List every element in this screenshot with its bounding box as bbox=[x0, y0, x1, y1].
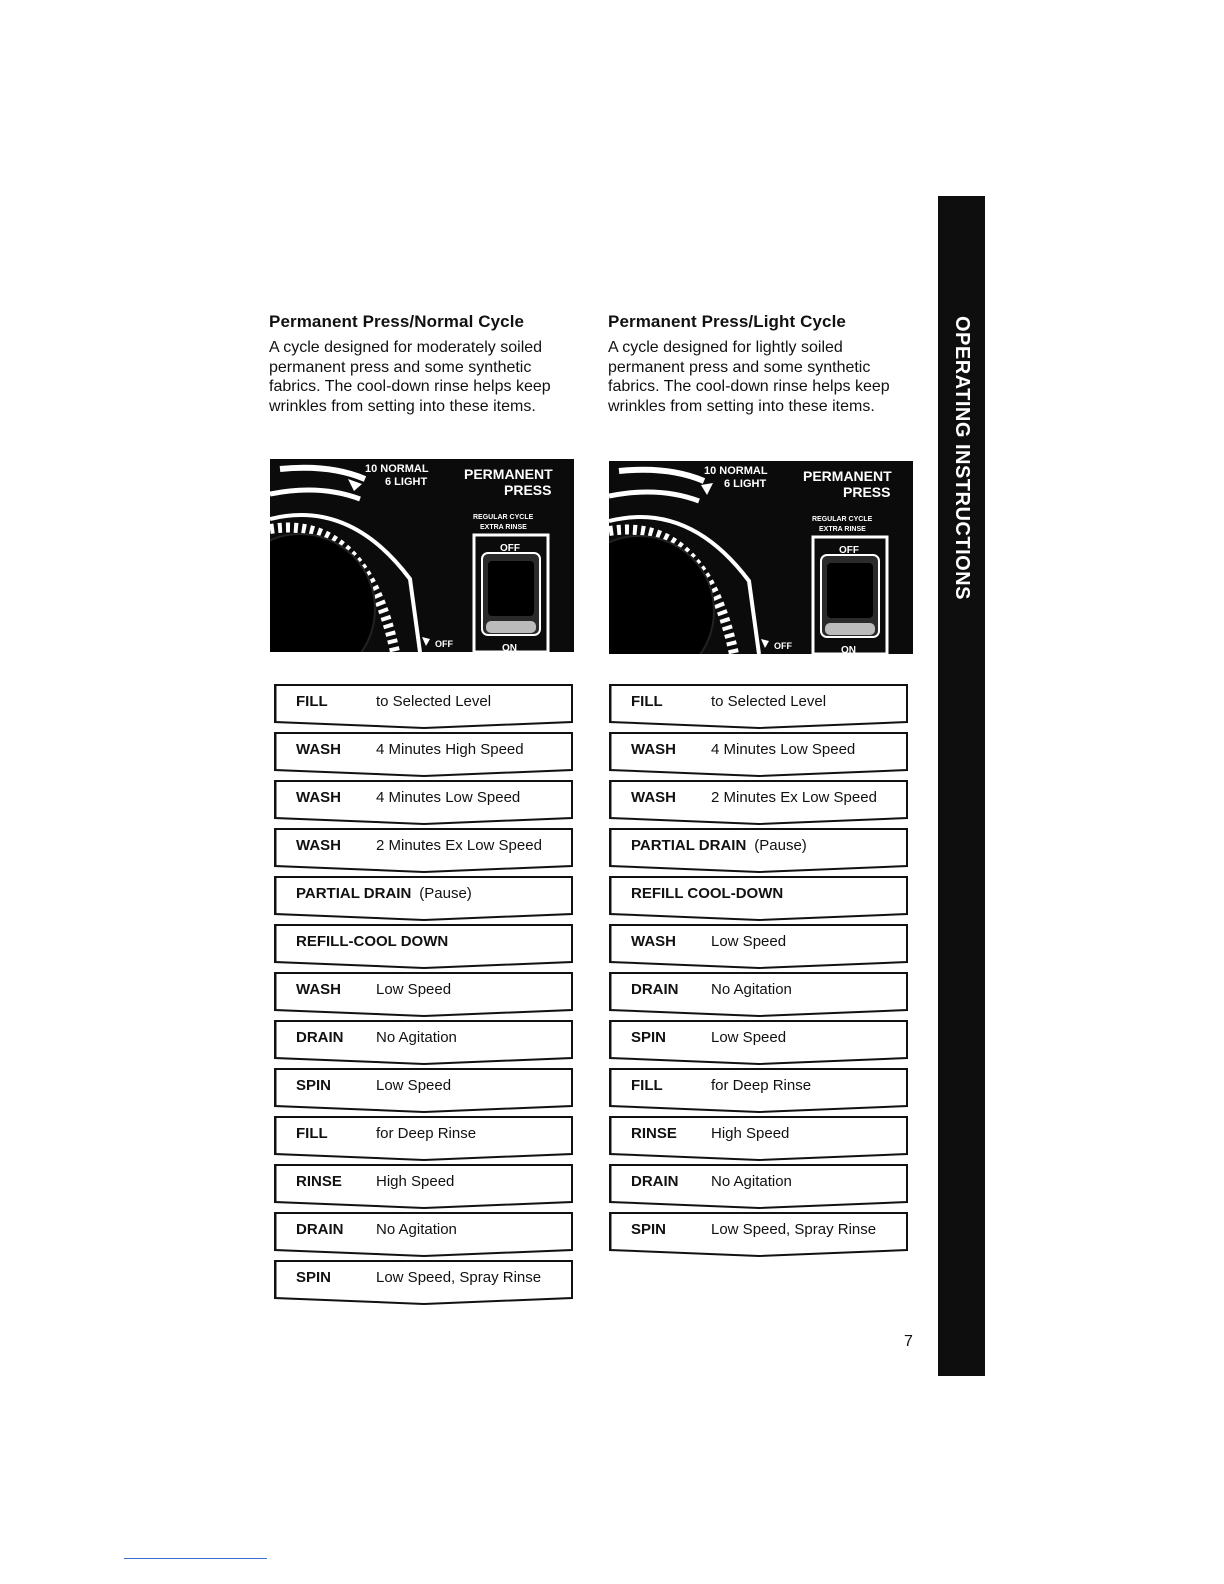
normal-cycle-section bbox=[269, 312, 579, 416]
step-detail: Low Speed bbox=[376, 1077, 452, 1094]
step-label: RINSE bbox=[296, 1173, 342, 1190]
step-detail: for Deep Rinse bbox=[711, 1077, 812, 1094]
panel-sub-2: EXTRA RINSE bbox=[819, 526, 866, 533]
cycle-step bbox=[609, 684, 909, 722]
step-detail: for Deep Rinse bbox=[376, 1125, 477, 1142]
dial-label-normal: 10 NORMAL bbox=[704, 465, 768, 477]
cycle-step bbox=[274, 732, 574, 770]
dial-off-label: OFF bbox=[435, 639, 453, 649]
cycle-step bbox=[274, 1260, 574, 1298]
step-line bbox=[631, 837, 807, 854]
step-detail: Low Speed bbox=[376, 981, 452, 998]
step-detail: No Agitation bbox=[711, 1173, 792, 1190]
cycle-step bbox=[609, 924, 909, 962]
step-label: WASH bbox=[296, 837, 341, 854]
step-label: DRAIN bbox=[631, 981, 679, 998]
cycle-step bbox=[609, 1020, 909, 1058]
step-label: WASH bbox=[631, 789, 676, 806]
cycle-step bbox=[274, 780, 574, 818]
step-line bbox=[296, 885, 472, 902]
cycle-step bbox=[609, 780, 909, 818]
switch-on-label: ON bbox=[502, 643, 517, 652]
cycle-step bbox=[274, 1164, 574, 1202]
page-number: 7 bbox=[904, 1333, 913, 1350]
dial-knob bbox=[270, 534, 375, 652]
panel-sub-1: REGULAR CYCLE bbox=[812, 516, 873, 523]
section-title: Permanent Press/Light Cycle bbox=[608, 312, 846, 331]
panel-heading-1: PERMANENT bbox=[803, 468, 892, 484]
step-label: DRAIN bbox=[296, 1221, 344, 1238]
cycle-step bbox=[274, 1116, 574, 1154]
step-label: FILL bbox=[296, 1125, 328, 1142]
panel-heading-2: PRESS bbox=[843, 484, 891, 500]
step-label: SPIN bbox=[631, 1029, 667, 1046]
step-label: FILL bbox=[631, 693, 663, 710]
step-detail: Low Speed, Spray Rinse bbox=[376, 1269, 542, 1286]
cycle-step bbox=[609, 1068, 909, 1106]
light-cycle-section bbox=[608, 312, 918, 416]
cycle-step bbox=[609, 1212, 909, 1250]
switch-on-label: ON bbox=[841, 645, 856, 654]
cycle-step bbox=[274, 924, 574, 962]
switch-off-label: OFF bbox=[839, 545, 859, 556]
step-detail: Low Speed bbox=[711, 1029, 787, 1046]
cycle-step bbox=[274, 828, 574, 866]
cycle-step bbox=[609, 1164, 909, 1202]
switch-off-label: OFF bbox=[500, 543, 520, 554]
step-label: SPIN bbox=[296, 1269, 332, 1286]
step-line bbox=[631, 885, 791, 902]
step-label: PARTIAL DRAIN bbox=[631, 837, 747, 854]
dial-pointer-icon bbox=[348, 479, 362, 491]
section-description: A cycle designed for moderately soiled permanent press and some synthetic fabrics. The cool-down rinse helps keep wrinkles from setting into these items. bbox=[269, 339, 551, 415]
section-description: A cycle designed for lightly soiled permanent press and some synthetic fabrics. The cool-down rinse helps keep wrinkles from setting into these items. bbox=[608, 339, 890, 415]
cycle-step bbox=[609, 876, 909, 914]
step-label: WASH bbox=[296, 741, 341, 758]
step-detail: 4 Minutes Low Speed bbox=[376, 789, 521, 806]
panel-sub-1: REGULAR CYCLE bbox=[473, 514, 534, 521]
step-label: REFILL-COOL DOWN bbox=[296, 933, 449, 950]
step-label: REFILL COOL-DOWN bbox=[631, 885, 784, 902]
step-label: WASH bbox=[631, 933, 676, 950]
step-detail: (Pause) bbox=[754, 837, 807, 854]
side-tab-label: OPERATING INSTRUCTIONS bbox=[951, 316, 973, 600]
cycle-step bbox=[274, 1020, 574, 1058]
footer-rule bbox=[124, 1558, 267, 1559]
step-label: FILL bbox=[296, 693, 328, 710]
step-detail: to Selected Level bbox=[376, 693, 492, 710]
step-label: WASH bbox=[296, 981, 341, 998]
step-label: RINSE bbox=[631, 1125, 677, 1142]
cycle-step bbox=[609, 732, 909, 770]
control-panel-illustration bbox=[270, 459, 574, 652]
step-label: DRAIN bbox=[631, 1173, 679, 1190]
dial-label-light: 6 LIGHT bbox=[724, 478, 767, 490]
cycle-step bbox=[274, 876, 574, 914]
step-detail: Low Speed, Spray Rinse bbox=[711, 1221, 877, 1238]
step-detail: 4 Minutes Low Speed bbox=[711, 741, 856, 758]
dial-off-label: OFF bbox=[774, 641, 792, 651]
normal-cycle-steps bbox=[274, 684, 574, 1308]
section-side-tab bbox=[938, 196, 985, 1376]
section-title: Permanent Press/Normal Cycle bbox=[269, 312, 525, 331]
dial-knob bbox=[609, 536, 714, 654]
step-detail: to Selected Level bbox=[711, 693, 827, 710]
step-detail: High Speed bbox=[711, 1125, 790, 1142]
step-label: SPIN bbox=[296, 1077, 332, 1094]
cycle-step bbox=[274, 1068, 574, 1106]
dial-label-normal: 10 NORMAL bbox=[365, 463, 429, 475]
cycle-step bbox=[609, 828, 909, 866]
step-label: SPIN bbox=[631, 1221, 667, 1238]
step-detail: 2 Minutes Ex Low Speed bbox=[711, 789, 877, 806]
light-cycle-steps bbox=[609, 684, 909, 1260]
control-panel-illustration bbox=[609, 461, 913, 654]
step-detail: No Agitation bbox=[376, 1221, 457, 1238]
step-detail: (Pause) bbox=[419, 885, 472, 902]
cycle-step bbox=[609, 1116, 909, 1154]
step-detail: 2 Minutes Ex Low Speed bbox=[376, 837, 542, 854]
step-label: FILL bbox=[631, 1077, 663, 1094]
panel-heading-2: PRESS bbox=[504, 482, 552, 498]
cycle-step bbox=[274, 1212, 574, 1250]
step-detail: High Speed bbox=[376, 1173, 455, 1190]
step-detail: No Agitation bbox=[376, 1029, 457, 1046]
step-detail: 4 Minutes High Speed bbox=[376, 741, 524, 758]
cycle-step bbox=[274, 684, 574, 722]
panel-sub-2: EXTRA RINSE bbox=[480, 524, 527, 531]
step-label: WASH bbox=[296, 789, 341, 806]
step-detail: No Agitation bbox=[711, 981, 792, 998]
dial-pointer-icon bbox=[701, 483, 713, 495]
panel-heading-1: PERMANENT bbox=[464, 466, 553, 482]
step-label: WASH bbox=[631, 741, 676, 758]
step-label: DRAIN bbox=[296, 1029, 344, 1046]
step-detail: Low Speed bbox=[711, 933, 787, 950]
step-label: PARTIAL DRAIN bbox=[296, 885, 412, 902]
cycle-step bbox=[609, 972, 909, 1010]
dial-label-light: 6 LIGHT bbox=[385, 476, 428, 488]
cycle-step bbox=[274, 972, 574, 1010]
